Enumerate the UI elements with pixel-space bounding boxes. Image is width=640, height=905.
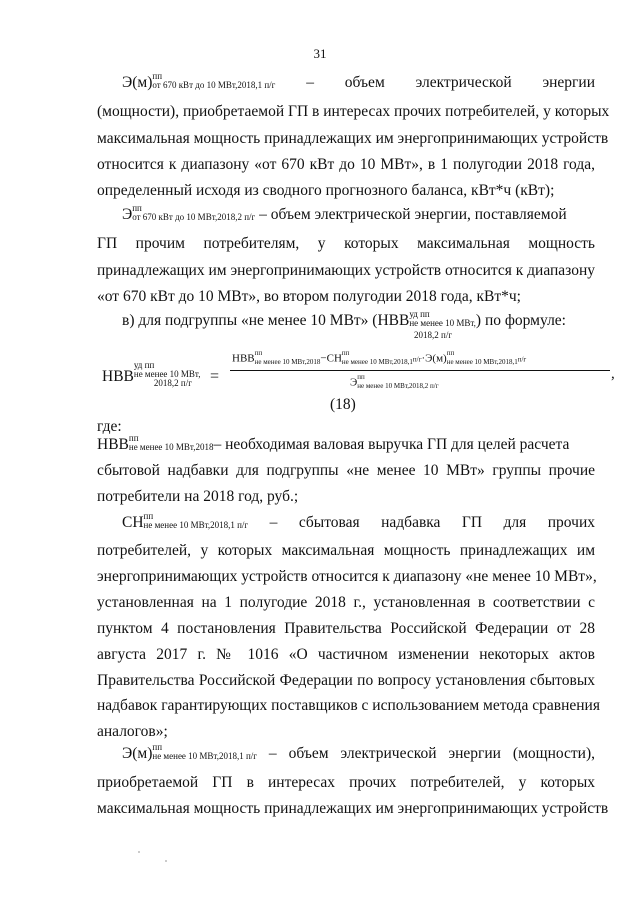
block5-line6: августа 2017 г. № 1016 «О частичном изменении некоторых актов xyxy=(97,646,595,663)
block2-line2: ГП прочим потребителям, у которых максимальная мощность xyxy=(97,235,595,252)
block2-line1: Э пп от 670 кВт до 10 МВт,2018,2 п/г – объем электрической энергии, поставляемой xyxy=(122,203,567,223)
block3-intro: в) для подгруппы «не менее 10 МВт» (НВВ уд пп не менее 10 МВт, ) по формуле: xyxy=(122,309,566,329)
block1-line5: определенный исходя из сводного прогнозного баланса, кВт*ч (кВт); xyxy=(97,182,555,199)
block5-line7: Правительства Российской Федерации по вопросу установления сбытовых xyxy=(97,672,595,689)
block4-line2: сбытовой надбавки для подгруппы «не менее 10 МВт» группы прочие xyxy=(97,462,595,479)
block2-line4: «от 670 кВт до 10 МВт», во втором полугодии 2018 года, кВт*ч; xyxy=(97,288,521,305)
block5-line9: аналогов»; xyxy=(97,723,168,740)
block5-line8: надбавок гарантирующих поставщиков с использованием метода сравнения xyxy=(97,697,600,714)
block6-line3: максимальная мощность принадлежащих им энергопринимающих устройств xyxy=(97,800,609,817)
block1-line2: (мощности), приобретаемой ГП в интересах прочих потребителей, у которых xyxy=(97,103,610,120)
where-label: где: xyxy=(97,418,122,435)
block5-line4: установленная на 1 полугодие 2018 г., установленная в соответствии с xyxy=(97,594,595,611)
fraction-bar xyxy=(230,370,610,371)
block4-line1: НВВ пп не менее 10 МВт,2018 – необходимая валовая выручка ГП для целей расчета xyxy=(97,433,570,453)
page-number: 31 xyxy=(313,46,327,61)
block5-line5: пунктом 4 постановления Правительства Российской Федерации от 28 xyxy=(97,620,595,637)
formula-lhs: НВВ уд пп не менее 10 МВт, 2018,2 п/г xyxy=(102,360,201,388)
scan-speck xyxy=(138,851,140,853)
equation-number: (18) xyxy=(330,396,356,413)
formula-equals: = xyxy=(210,368,220,385)
formula-comma: , xyxy=(611,366,615,382)
block5-line1: СН пп не менее 10 МВт,2018,1 п/г – сбытовая надбавка ГП для прочих xyxy=(122,511,596,531)
block5-line2: потребителей, у которых максимальная мощность принадлежащих им xyxy=(97,542,595,559)
formula-numerator: НВВ пп не менее 10 МВт,2018 −СН пп не менее 10 МВт,2018,1 п/г·Э(м) пп не менее 10 МВт,2018,1 п/г xyxy=(232,349,527,366)
block3-intro-sub2: 2018,2 п/г xyxy=(414,330,453,340)
block2-line3: принадлежащих им энергопринимающих устройств относится к диапазону xyxy=(97,262,595,279)
scan-speck xyxy=(165,860,167,862)
block6-line2: приобретаемой ГП в интересах прочих потребителей, у которых xyxy=(97,774,595,791)
block1-line4: относится к диапазону «от 670 кВт до 10 МВт», в 1 полугодии 2018 года, xyxy=(97,156,595,173)
block6-line1: Э(м) пп не менее 10 МВт,2018,1 п/г – объем электрической энергии (мощности), xyxy=(122,742,595,762)
block1-line1: Э(м) пп от 670 кВт до 10 МВт,2018,1 п/г – объем электрической энергии xyxy=(122,71,596,91)
block1-line3: максимальная мощность принадлежащих им энергопринимающих устройств xyxy=(97,130,609,147)
symbol: Э(м) пп от 670 кВт до 10 МВт,2018,1 п/г xyxy=(122,71,276,91)
block4-line3: потребители на 2018 год, руб.; xyxy=(97,488,299,505)
block5-line3: энергопринимающих устройств относится к диапазону «не менее 10 МВт», xyxy=(97,568,597,585)
formula-denominator: Э пп не менее 10 МВт,2018,2 п/г xyxy=(350,373,439,390)
